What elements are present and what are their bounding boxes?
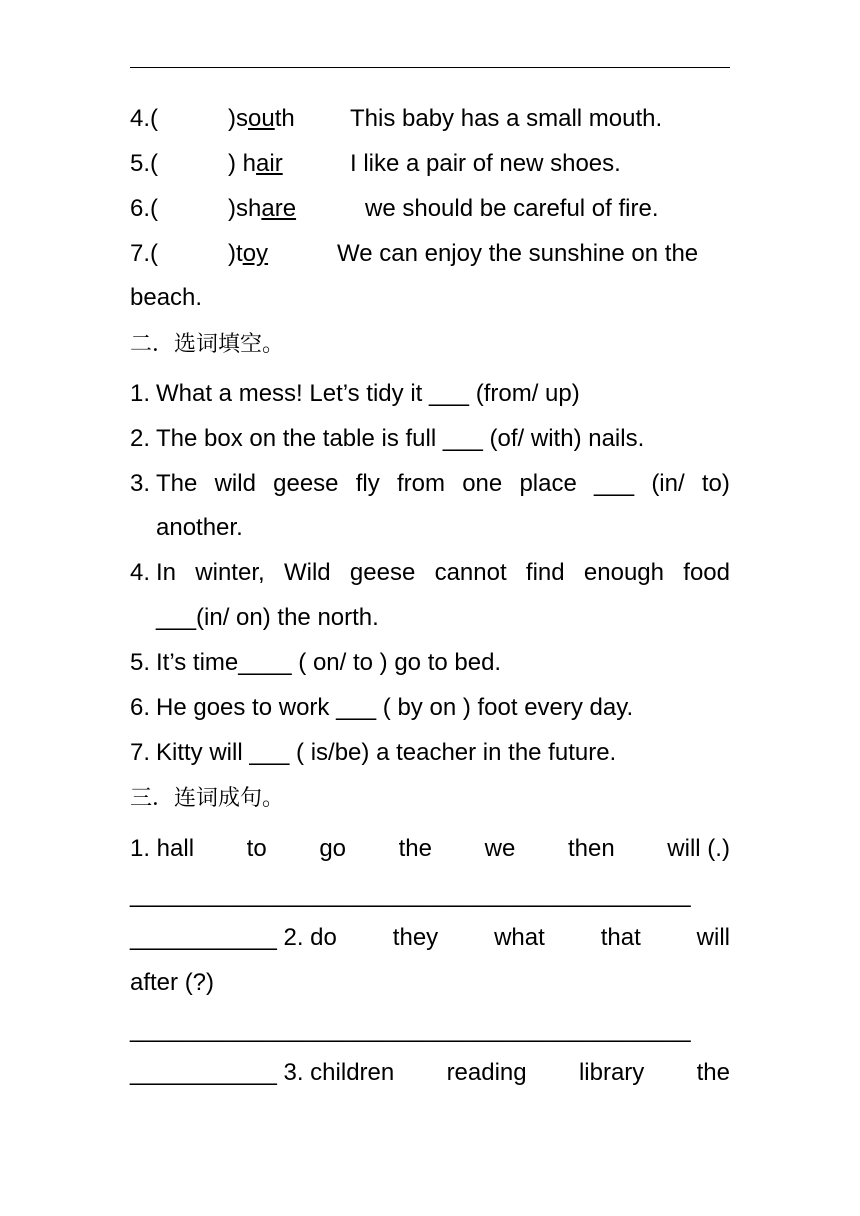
section-2-item-1: 1. What a mess! Let’s tidy it ___ (from/ up)	[130, 380, 580, 407]
section-2-item-4-cont: ___(in/ on) the north.	[156, 604, 379, 631]
section-3-question-2-cont: after (?)	[130, 969, 215, 996]
section-2-item-6: 6. He goes to work ___ ( by on ) foot every day.	[130, 694, 634, 721]
header-rule	[130, 67, 730, 68]
section-3-title: 三．连词成句。	[130, 786, 285, 811]
section-3-question-1: 1. hall to go the we then will (.)	[130, 835, 730, 862]
phonics-item-5: 5.( ) hair I like a pair of new shoes.	[130, 150, 621, 177]
section-2-item-3: 3. The wild geese fly from one place ___ (in/ to)	[130, 470, 730, 497]
section-2-item-7: 7. Kitty will ___ ( is/be) a teacher in the future.	[130, 739, 617, 766]
section-2-item-3-cont: another.	[156, 514, 243, 541]
section-2-item-5: 5. It’s time____ ( on/ to ) go to bed.	[130, 649, 502, 676]
phonics-item-6: 6.( )share we should be careful of fire.	[130, 195, 659, 222]
phonics-item-7: 7.( )toy We can enjoy the sunshine on the	[130, 240, 699, 267]
phonics-item-7-cont: beach.	[130, 284, 203, 311]
section-2-item-2: 2. The box on the table is full ___ (of/ with) nails.	[130, 425, 645, 452]
answer-line-1[interactable]: __________________________________________	[130, 881, 691, 908]
answer-line-2[interactable]: __________________________________________	[130, 1016, 691, 1043]
section-2-title: 二．选词填空。	[130, 332, 285, 357]
phonics-item-4: 4.( )south This baby has a small mouth.	[130, 105, 663, 132]
section-3-question-2: ___________ 2. do they what that will	[130, 924, 730, 951]
section-2-item-4: 4. In winter, Wild geese cannot find enough food	[130, 559, 730, 586]
section-3-question-3: ___________ 3. children reading library the	[130, 1059, 730, 1086]
